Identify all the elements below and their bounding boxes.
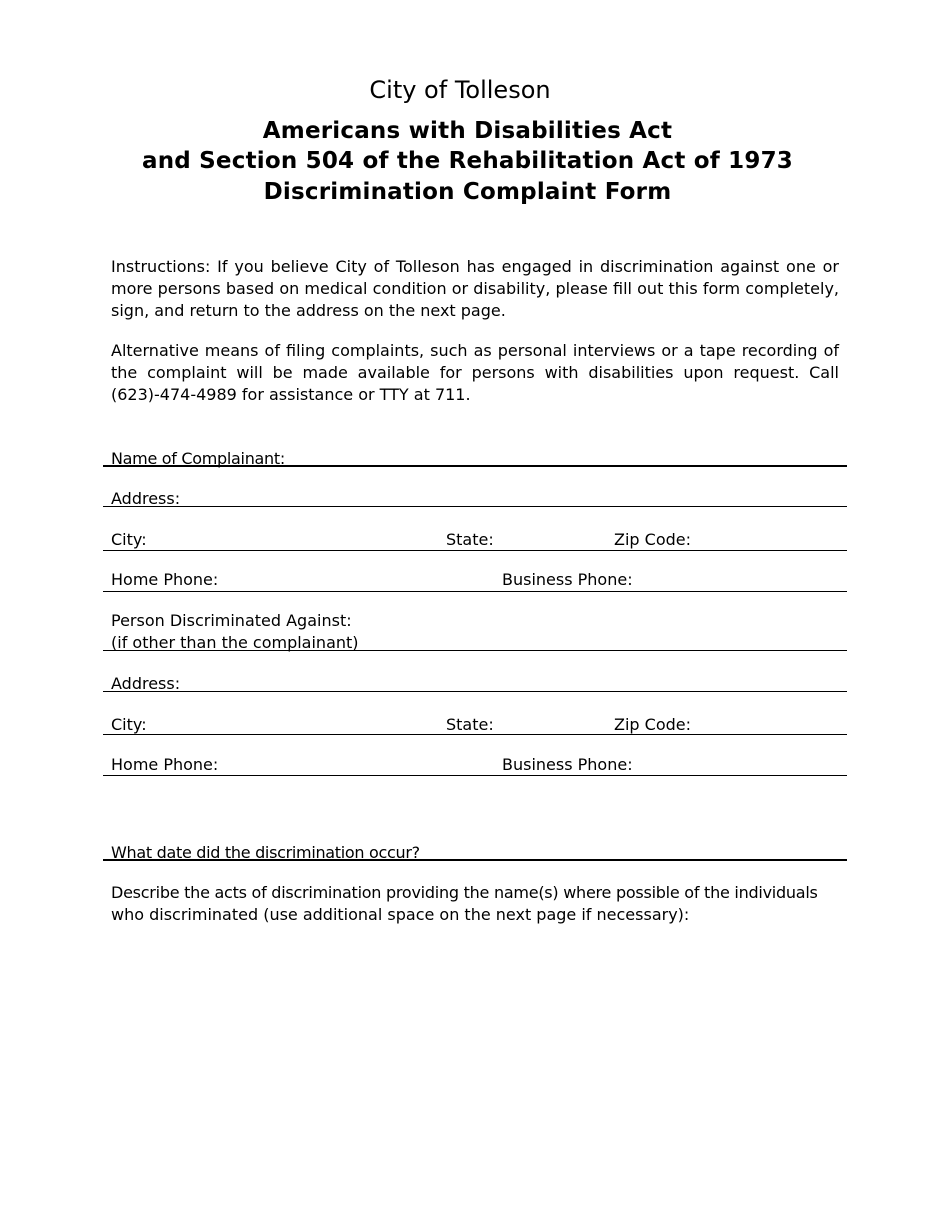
person-home-phone-label: Home Phone: <box>111 755 219 774</box>
complainant-business-phone-label: Business Phone: <box>502 570 633 589</box>
complainant-home-phone-label: Home Phone: <box>111 570 219 589</box>
city-name: City of Tolleson <box>369 76 551 104</box>
person-phone-field[interactable] <box>103 775 847 776</box>
complainant-name-field[interactable] <box>103 465 847 467</box>
person-discriminated-label: Person Discriminated Against: <box>111 611 352 630</box>
instructions-paragraph: Instructions: If you believe City of Tolleson has engaged in discrimination against one or more persons based on medical condition or disability, please fill out this form completely, sign, and return to the address on the next page. <box>111 257 839 320</box>
complainant-phone-field[interactable] <box>103 591 847 592</box>
person-address-field[interactable] <box>103 691 847 692</box>
person-zip-label: Zip Code: <box>614 715 691 734</box>
person-address-label: Address: <box>111 674 181 693</box>
complainant-city-state-zip-field[interactable] <box>103 550 847 551</box>
discrimination-date-label: What date did the discrimination occur? <box>111 843 420 862</box>
discrimination-date-field[interactable] <box>103 859 847 861</box>
person-city-label: City: <box>111 715 147 734</box>
person-business-phone-label: Business Phone: <box>502 755 633 774</box>
complainant-city-label: City: <box>111 530 147 549</box>
complainant-address-field[interactable] <box>103 506 847 507</box>
person-discriminated-field[interactable] <box>103 650 847 651</box>
alternative-means-paragraph: Alternative means of filing complaints, such as personal interviews or a tape recording of the complaint will be made available for persons with disabilities upon request. Call (623)-474-4989 for assistance or TTY at 711. <box>111 341 839 404</box>
describe-acts-label-line-1: Describe the acts of discrimination providing the name(s) where possible of the individuals <box>111 883 818 902</box>
person-city-state-zip-field[interactable] <box>103 734 847 735</box>
form-title-line-3: Discrimination Complaint Form <box>263 179 672 205</box>
form-title-line-2: and Section 504 of the Rehabilitation Act of 1973 <box>142 148 793 174</box>
person-state-label: State: <box>446 715 494 734</box>
complainant-zip-label: Zip Code: <box>614 530 691 549</box>
form-title-line-1: Americans with Disabilities Act <box>262 118 673 144</box>
person-discriminated-sublabel: (if other than the complainant) <box>111 633 359 652</box>
complainant-address-label: Address: <box>111 489 181 508</box>
describe-acts-area[interactable] <box>103 935 847 1195</box>
complainant-name-label: Name of Complainant: <box>111 449 285 468</box>
describe-acts-label-line-2: who discriminated (use additional space on the next page if necessary): <box>111 905 690 924</box>
complainant-state-label: State: <box>446 530 494 549</box>
